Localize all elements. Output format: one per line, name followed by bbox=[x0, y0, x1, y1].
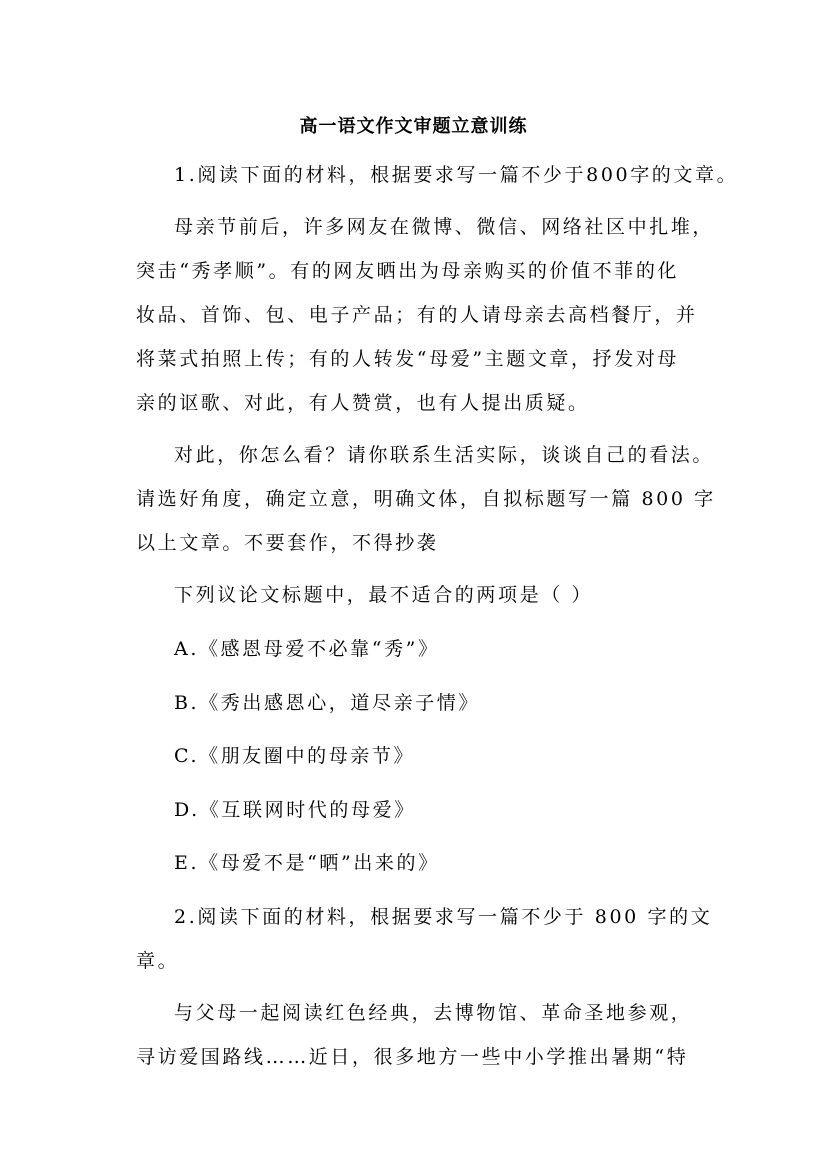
q1-material-line: 将菜式拍照上传；有的人转发“母爱”主题文章，抒发对母 bbox=[136, 348, 680, 370]
q2-prompt-line: 2.阅读下面的材料，根据要求写一篇不少于 800 字的文 bbox=[174, 906, 713, 928]
q1-material-line: 突击“秀孝顺”。有的网友晒出为母亲购买的价值不菲的化 bbox=[136, 260, 680, 282]
q1-requirement-line: 请选好角度，确定立意，明确文体，自拟标题写一篇 800 字 bbox=[136, 488, 716, 510]
q1-material-line: 妆品、首饰、包、电子产品；有的人请母亲去高档餐厅，并 bbox=[136, 304, 698, 326]
q1-question: 下列议论文标题中，最不适合的两项是（ ） bbox=[174, 584, 594, 606]
option-a: A.《感恩母爱不必靠“秀”》 bbox=[174, 638, 440, 660]
q1-material-line: 母亲节前后，许多网友在微博、微信、网络社区中扎堆， bbox=[174, 216, 715, 238]
q1-material-line: 亲的讴歌、对此，有人赞赏，也有人提出质疑。 bbox=[136, 392, 590, 414]
q2-material-line: 寻访爱国路线……近日，很多地方一些中小学推出暑期“特 bbox=[136, 1046, 689, 1068]
option-c: C.《朋友圈中的母亲节》 bbox=[174, 745, 416, 767]
option-b: B.《秀出感恩心，道尽亲子情》 bbox=[174, 692, 481, 714]
page-title: 高一语文作文审题立意训练 bbox=[299, 116, 528, 137]
q1-requirement-line: 以上文章。不要套作，不得抄袭 bbox=[136, 532, 439, 554]
option-e: E.《母爱不是“晒”出来的》 bbox=[174, 852, 440, 874]
option-d: D.《互联网时代的母爱》 bbox=[174, 799, 416, 821]
q1-requirement-line: 对此，你怎么看？请你联系生活实际，谈谈自己的看法。 bbox=[174, 444, 715, 466]
q2-prompt-line: 章。 bbox=[136, 950, 180, 972]
q2-material-line: 与父母一起阅读红色经典，去博物馆、革命圣地参观， bbox=[174, 1002, 693, 1024]
q1-prompt: 1.阅读下面的材料，根据要求写一篇不少于800字的文章。 bbox=[174, 164, 739, 186]
